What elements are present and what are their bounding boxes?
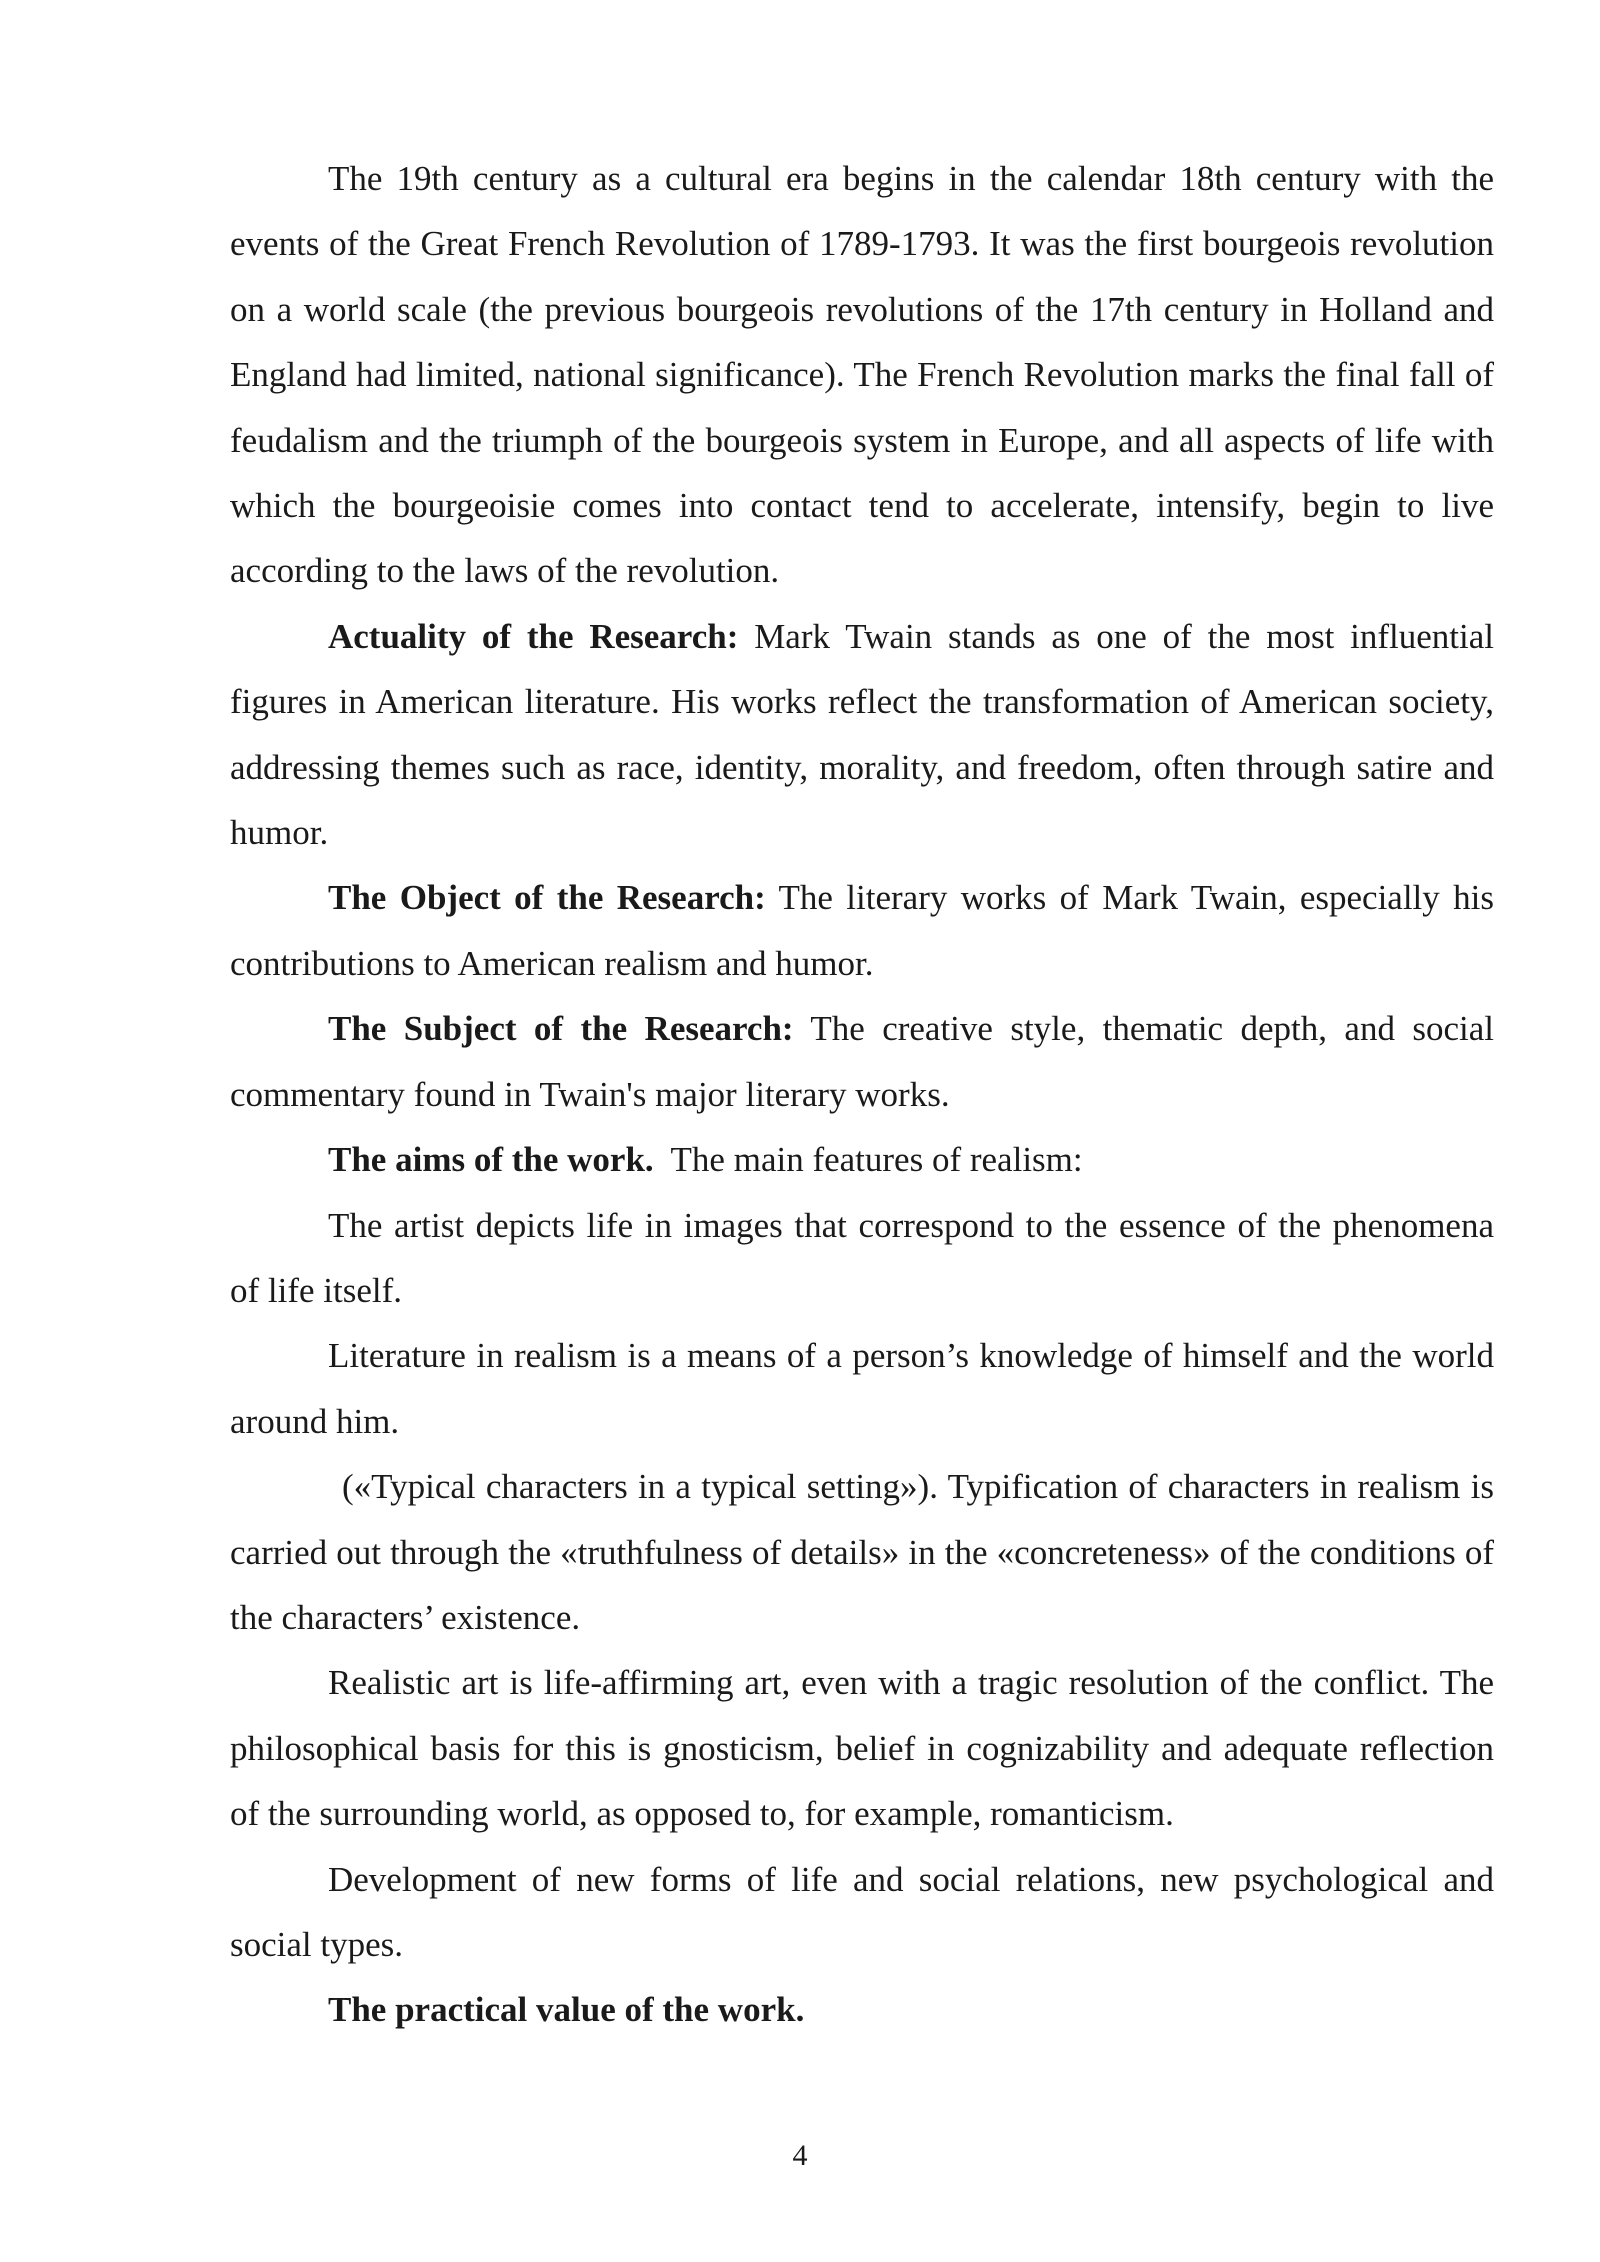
page-number: 4 bbox=[792, 2139, 808, 2172]
paragraph-text: The 19th century as a cultural era begins in the calendar 18th century with the events of the Great French Revolution of 1789-1793. It was the first bourgeois revolution on a world scale (the previous bourgeois revolutions of the 17th century in Holland and England had limited, national significance). The French Revolution marks the final fall of feudalism and the triumph of the bourgeois system in Europe, and all aspects of life with which the bourgeoisie comes into contact tend to accelerate, intensify, begin to live according to the laws of the revolution. bbox=[230, 159, 1494, 591]
paragraph-realism-feature-4 bbox=[230, 1650, 1494, 1846]
paragraph-realism-feature-2 bbox=[230, 1323, 1494, 1454]
paragraph-heading: Actuality of the Research: bbox=[328, 616, 739, 656]
page-body bbox=[230, 146, 1494, 2043]
paragraph-historical-context bbox=[230, 146, 1494, 604]
paragraph-text: Realistic art is life-affirming art, even with a tragic resolution of the conflict. The philosophical basis for this is gnosticism, belief in cognizability and adequate reflection of the surrounding world, as opposed to, for example, romanticism. bbox=[230, 1663, 1494, 1834]
paragraph-aims bbox=[230, 1127, 1494, 1192]
paragraph-text: The main features of realism: bbox=[653, 1140, 1083, 1180]
paragraph-text: Development of new forms of life and social relations, new psychological and social types. bbox=[230, 1859, 1494, 1964]
paragraph-text: The artist depicts life in images that correspond to the essence of the phenomena of life itself. bbox=[230, 1205, 1494, 1310]
paragraph-actuality bbox=[230, 604, 1494, 866]
paragraph-heading: The aims of the work. bbox=[328, 1140, 654, 1180]
paragraph-text: The literary works of Mark Twain, especially his contributions to American realism and humor. bbox=[230, 878, 1495, 983]
paragraph-realism-feature-3 bbox=[230, 1454, 1494, 1650]
paragraph-text: Mark Twain stands as one of the most influential figures in American literature. His works reflect the transformation of American society, addressing themes such as race, identity, morality, and freedom, often through satire and humor. bbox=[230, 616, 1494, 853]
paragraph-heading: The practical value of the work. bbox=[328, 1990, 805, 2030]
paragraph-realism-feature-1 bbox=[230, 1193, 1494, 1324]
paragraph-heading: The Object of the Research: bbox=[328, 878, 766, 918]
paragraph-practical-value bbox=[230, 1977, 1494, 2042]
paragraph-subject bbox=[230, 996, 1494, 1127]
paragraph-object bbox=[230, 865, 1494, 996]
paragraph-text: The creative style, thematic depth, and social commentary found in Twain's major literary works. bbox=[230, 1009, 1494, 1114]
paragraph-heading: The Subject of the Research: bbox=[328, 1009, 794, 1049]
paragraph-text: («Typical characters in a typical setting»). Typification of characters in realism is carried out through the «truthfulness of details» in the «concreteness» of the conditions of the characters’ existence. bbox=[230, 1467, 1494, 1637]
paragraph-realism-feature-5 bbox=[230, 1847, 1494, 1978]
paragraph-text: Literature in realism is a means of a person’s knowledge of himself and the world around him. bbox=[230, 1336, 1494, 1441]
